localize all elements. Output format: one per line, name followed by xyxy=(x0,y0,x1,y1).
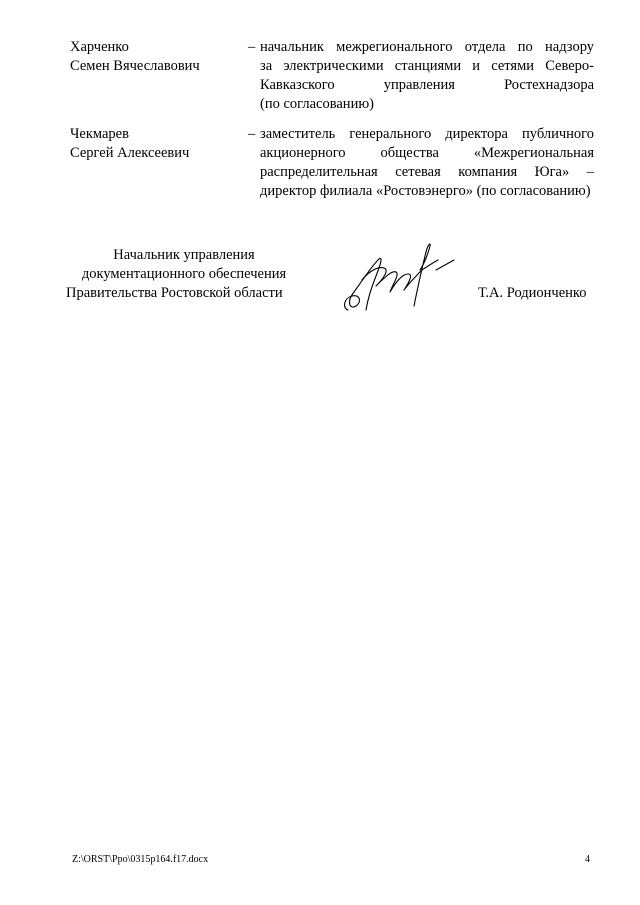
member-position xyxy=(260,125,594,201)
signatory-position-line: Начальник управления xyxy=(113,247,255,263)
signatory-position-line: Правительства Ростовской области xyxy=(66,285,283,301)
position-line: заместитель генерального директора публичного xyxy=(260,126,594,142)
footer-file-path: Z:\ORST\Ppo\0315p164.f17.docx xyxy=(72,854,209,865)
entry-dash: – xyxy=(248,126,256,142)
page-number: 4 xyxy=(585,854,590,865)
position-line: распределительная сетевая компания Юга» – xyxy=(260,164,594,180)
position-line: (по согласованию) xyxy=(260,96,374,112)
entry-dash: – xyxy=(248,39,256,55)
member-surname: Чекмарев xyxy=(70,126,129,142)
position-line: за электрическими станциями и сетями Северо- xyxy=(260,58,594,74)
handwritten-signature xyxy=(338,236,458,316)
member-name xyxy=(70,125,245,163)
signatory-position xyxy=(66,246,302,303)
member-given-names: Семен Вячеславович xyxy=(70,58,200,74)
member-name xyxy=(70,38,245,76)
position-line: начальник межрегионального отдела по надзору xyxy=(260,39,594,55)
position-line: акционерного общества «Межрегиональная xyxy=(260,145,594,161)
member-position xyxy=(260,38,594,114)
member-given-names: Сергей Алексеевич xyxy=(70,145,190,161)
position-line: Кавказского управления Ростехнадзора xyxy=(260,77,594,93)
position-line: директор филиала «Ростовэнерго» (по согласованию) xyxy=(260,183,591,199)
signatory-position-line: документационного обеспечения xyxy=(81,266,287,282)
member-surname: Харченко xyxy=(70,39,129,55)
signatory-name: Т.А. Родионченко xyxy=(478,285,587,301)
